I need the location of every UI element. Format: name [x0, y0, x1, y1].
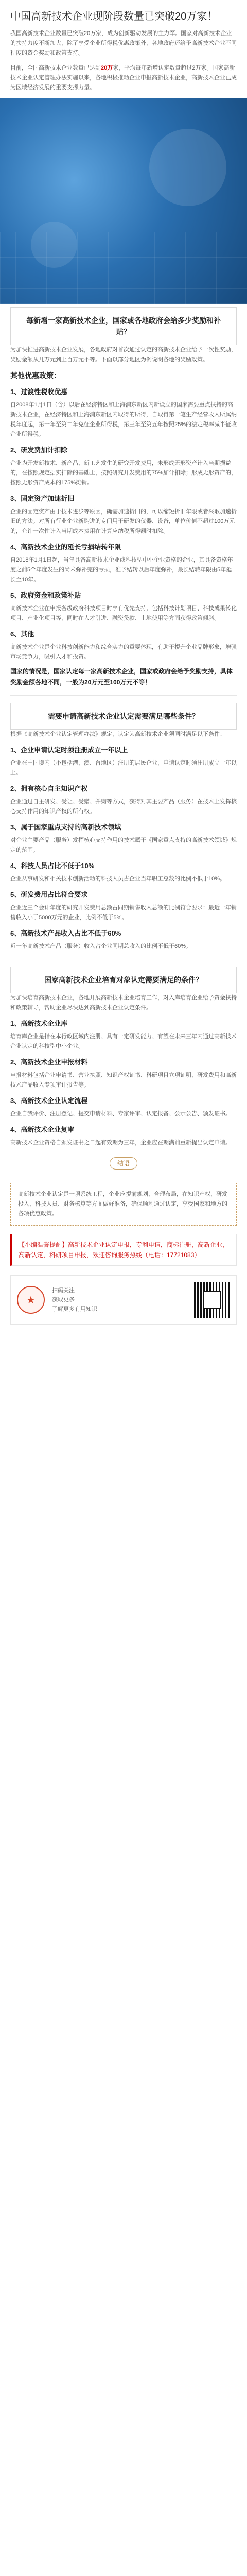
follow-texts: [52, 1286, 97, 1314]
follow-line-1: 扫码关注: [52, 1287, 75, 1294]
follow-line-2: 获取更多: [52, 1297, 75, 1303]
brand-logo-icon: ★: [17, 1286, 45, 1314]
section-2: [0, 730, 247, 952]
policy-paragraph-2: 企业为开发新技术、新产品、新工艺发生的研究开发费用，未形成无形资产计入当期损益的，在按照规定据实扣除的基础上，按照研究开发费用的75%加计扣除；形成无形资产的，按照无形资产成本的175%摊销。: [10, 460, 237, 486]
policy-paragraph-6: 高新技术企业是企业科技创新能力和综合实力的重要体现，有助于提升企业品牌形象，增强市场竞争力，吸引人才和投资。: [10, 644, 237, 660]
question-2: 需要申请高新技术企业认定需要满足哪些条件？: [48, 712, 199, 720]
policy-heading-3: 3、固定资产加速折旧: [10, 495, 75, 502]
conclusion-pill: 结语: [110, 1157, 137, 1170]
lead-suffix: 家，平均每年新增认定数量超过2万家。国家高新技术企业认定管理办法实施以来，各地积极推动企业申报高新技术企业，高新技术企业已成为区域经济发展的重要支撑力量。: [10, 65, 237, 91]
policy-heading-6: 6、其他: [10, 630, 34, 638]
lead-paragraph-2: [0, 63, 247, 93]
condition-heading-5: 5、研发费用占比符合要求: [10, 891, 88, 899]
question-box-3: [10, 967, 237, 993]
hero-circle: [149, 129, 226, 206]
topic-heading-2: 2、高新技术企业申报材料: [10, 1058, 88, 1066]
condition-paragraph-6: 近一年高新技术产品（服务）收入占企业同期总收入的比例不低于60%。: [10, 943, 192, 950]
question-box-1: [10, 307, 237, 345]
section-paragraph: 为加快培育高新技术企业，各地开展高新技术企业培育工作，对入库培育企业给予资金扶持和政策辅导，帮助企业尽快达到高新技术企业认定条件。: [10, 995, 237, 1011]
topic-paragraph-4: 高新技术企业资格自颁发证书之日起有效期为三年，企业应在期满前重新提出认定申请。: [10, 1140, 231, 1146]
highlight-statement: 国家的情况是，国家认定每一家高新技术企业，国家或政府会给予奖励支持，具体奖励金额各地不同，一般为20万元至100万元不等！: [10, 668, 233, 686]
conclusion-pill-wrap: [0, 1152, 247, 1175]
reminder-notice: [10, 1234, 237, 1266]
policy-heading-5: 5、政府资金和政策补贴: [10, 591, 81, 599]
question-box-2: [10, 703, 237, 730]
conclusion-text: 高新技术企业认定是一项系统工程，企业应提前规划、合理布局，在知识产权、研发投入、科技人员、财务核算等方面做好准备，确保顺利通过认定，享受国家和地方的各项优惠政策。: [18, 1191, 227, 1217]
qr-code-center: [203, 1291, 221, 1309]
policy-paragraph-5: 高新技术企业在申报各级政府科技项目时享有优先支持，包括科技计划项目、科技成果转化项目、产业化项目等，同时在人才引进、融资贷款、土地使用等方面获得政策倾斜。: [10, 605, 237, 621]
topic-heading-4: 4、高新技术企业复审: [10, 1126, 75, 1133]
condition-heading-2: 2、拥有核心自主知识产权: [10, 785, 88, 792]
condition-heading-4: 4、科技人员占比不低于10%: [10, 862, 95, 870]
lead-highlight: 20万: [101, 65, 113, 71]
section-paragraph: 根据《高新技术企业认定管理办法》规定，认定为高新技术企业须同时满足以下条件：: [10, 731, 225, 737]
condition-paragraph-2: 企业通过自主研发、受让、受赠、并购等方式，获得对其主要产品（服务）在技术上发挥核心支持作用的知识产权的所有权。: [10, 799, 237, 815]
lead-prefix: 目前，全国高新技术企业数量已达到: [10, 65, 101, 71]
topic-paragraph-1: 培育库企业是指在本行政区域内注册、具有一定研发能力、有望在未来三年内通过高新技术企业认定的科技型中小企业。: [10, 1033, 237, 1049]
condition-paragraph-1: 企业在中国境内（不包括港、澳、台地区）注册的居民企业，申请认定时须注册成立一年以上。: [10, 760, 237, 776]
condition-heading-1: 1、企业申请认定时须注册成立一年以上: [10, 746, 128, 754]
follow-card[interactable]: [10, 1275, 237, 1325]
question-1: 每新增一家高新技术企业，国家或各地政府会给多少奖励和补贴？: [26, 316, 221, 336]
conclusion-box: [10, 1183, 237, 1226]
policy-heading-4: 4、高新技术企业的延长亏损结转年限: [10, 543, 121, 551]
policy-heading-1: 1、过渡性税收优惠: [10, 388, 68, 396]
section-paragraph: 为加快推进高新技术企业发展，各地政府对首次通过认定的高新技术企业给予一次性奖励，奖励金额从几万元到上百万元不等。下面以部分地区为例说明各地的奖励政策。: [10, 347, 237, 363]
policy-heading-2: 2、研发费加计扣除: [10, 446, 68, 454]
section-3: [0, 993, 247, 1148]
lead-paragraph: 我国高新技术企业数量已突破20万家，成为创新驱动发展的主力军。国家对高新技术企业的扶持力度不断加大，除了享受企业所得税优惠政策外，各地政府还给予高新技术企业不同程度的资金奖励和政策支持。: [10, 30, 237, 56]
topic-paragraph-3: 企业自我评价、注册登记、提交申请材料、专家评审、认定报备、公示公告、颁发证书。: [10, 1111, 231, 1117]
topic-paragraph-2: 申报材料包括企业申请书、营业执照、知识产权证书、科研项目立项证明、研发费用和高新技术产品收入专项审计报告等。: [10, 1072, 237, 1088]
condition-heading-3: 3、属于国家重点支持的高新技术领域: [10, 823, 121, 831]
section-heading: 其他优惠政策：: [10, 371, 61, 380]
reminder-text: 【小编温馨提醒】高新技术企业认定申报，专利申请，商标注册，高新企业，高新认定，科研项目申报，欢迎咨询服务热线（电话：17721083）: [19, 1241, 229, 1259]
topic-heading-1: 1、高新技术企业库: [10, 1020, 68, 1027]
condition-paragraph-4: 企业从事研发和相关技术创新活动的科技人员占企业当年职工总数的比例不低于10%。: [10, 876, 226, 882]
topic-heading-3: 3、高新技术企业认定流程: [10, 1097, 88, 1105]
follow-line-3: 了解更多有用知识: [52, 1306, 97, 1312]
divider: [10, 695, 237, 696]
article-title: 中国高新技术企业现阶段数量已突破20万家！: [10, 11, 218, 22]
policy-paragraph-3: 企业的固定资产由于技术进步等原因，确需加速折旧的，可以缩短折旧年限或者采取加速折旧的方法。对所有行业企业新购进的专门用于研发的仪器、设备，单位价值不超过100万元的，允许一次性计入当期成本费用在计算应纳税所得额时扣除。: [10, 509, 237, 534]
hero-image: [0, 98, 247, 304]
section-1: [0, 345, 247, 688]
condition-paragraph-5: 企业近三个会计年度的研究开发费用总额占同期销售收入总额的比例符合要求：最近一年销售收入小于5000万元的企业，比例不低于5%。: [10, 905, 237, 921]
condition-heading-6: 6、高新技术产品收入占比不低于60%: [10, 929, 121, 937]
policy-paragraph-4: 自2018年1月1日起，当年具备高新技术企业或科技型中小企业资格的企业，其具备资格年度之前5个年度发生的尚未弥补完的亏损，准予结转以后年度弥补，最长结转年限由5年延长至10年。: [10, 557, 233, 583]
question-3: 国家高新技术企业培育对象认定需要满足的条件？: [44, 976, 203, 984]
condition-paragraph-3: 对企业主要产品（服务）发挥核心支持作用的技术属于《国家重点支持的高新技术领域》规定的范围。: [10, 837, 237, 853]
hero-circle-small: [31, 222, 77, 268]
policy-paragraph-1: 自2008年1月1日（含）以后在经济特区和上海浦东新区内新设立的国家需要重点扶持的高新技术企业，在经济特区和上海浦东新区内取得的所得，自取得第一笔生产经营收入所属纳税年度起，第一年至第二年免征企业所得税，第三年至第五年按照25%的法定税率减半征收企业所得税。: [10, 402, 237, 437]
qr-code-icon[interactable]: [194, 1282, 230, 1318]
